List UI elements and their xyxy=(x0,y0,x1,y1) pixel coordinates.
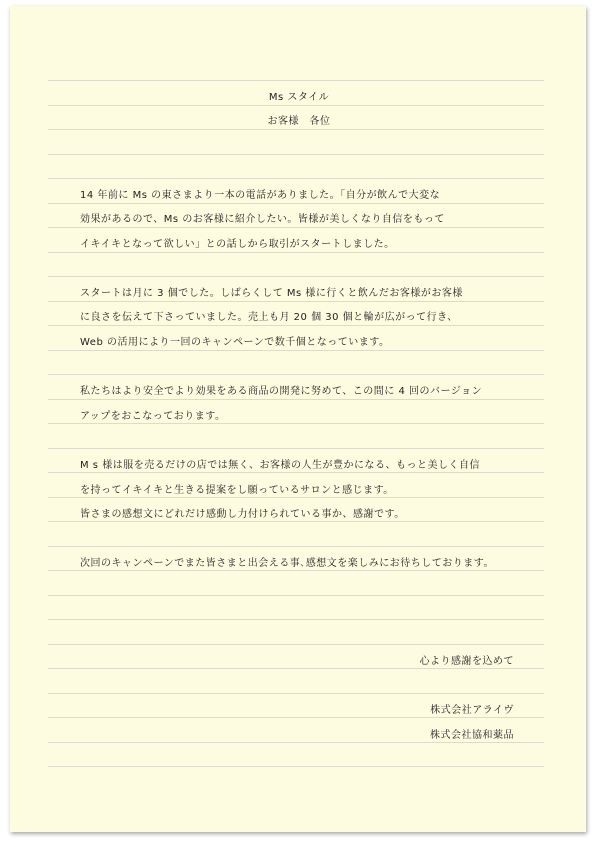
body-line: アップをおこなっております。 xyxy=(80,411,226,422)
ruled-line xyxy=(48,644,544,645)
ruled-line xyxy=(48,129,544,130)
ruled-line xyxy=(48,595,544,596)
ruled-line xyxy=(48,448,544,449)
body-line: 皆さまの感想文にどれだけ感動し力付けられている事か、感謝です。 xyxy=(80,509,405,520)
body-line: Web の活用により一回のキャンペーンで数千個となっています。 xyxy=(80,337,390,348)
ruled-line xyxy=(48,766,544,767)
ruled-line xyxy=(48,325,544,326)
signature-company: 株式会社協和薬品 xyxy=(430,730,514,741)
body-line: 私たちはより安全でより効果をある商品の開発に努めて、この間に 4 回のバージョン xyxy=(80,386,483,397)
body-line: を持ってイキイキと生きる提案をし願っているサロンと感じます。 xyxy=(80,485,394,496)
ruled-line xyxy=(48,178,544,179)
ruled-line xyxy=(48,276,544,277)
body-line: 次回のキャンペーンでまた皆さまと出会える事､感想文を楽しみにお待ちしております。 xyxy=(80,558,494,569)
ruled-line xyxy=(48,693,544,694)
ruled-line xyxy=(48,80,544,81)
letter-title: Ms スタイル xyxy=(268,92,330,103)
body-line: M s 様は服を売るだけの店では無く、お客様の人生が豊かになる、もっと美しく自信 xyxy=(80,460,480,471)
ruled-line xyxy=(48,154,544,155)
ruled-line xyxy=(48,546,544,547)
letter-salutation: お客様 各位 xyxy=(267,116,331,127)
body-line: スタートは月に 3 個でした。しばらくして Ms 様に行くと飲んだお客様がお客様 xyxy=(80,288,463,299)
signature-company: 株式会社アライヴ xyxy=(430,705,514,716)
letter-closing: 心より感謝を込めて xyxy=(419,656,514,667)
ruled-line xyxy=(48,227,544,228)
ruled-line xyxy=(48,374,544,375)
body-line: 14 年前に Ms の東さまより一本の電話がありました。「自分が飲んで大変な xyxy=(80,190,441,201)
body-line: に良さを伝えて下さっていました。売上も月 20 個 30 個と輪が広がって行き、 xyxy=(80,312,458,323)
body-line: 効果があるので、Ms のお客様に紹介したい。皆様が美しくなり自信をもって xyxy=(80,214,445,225)
body-line: イキイキとなって欲しい」との話しから取引がスタートしました。 xyxy=(80,239,395,250)
ruled-line xyxy=(48,619,544,620)
